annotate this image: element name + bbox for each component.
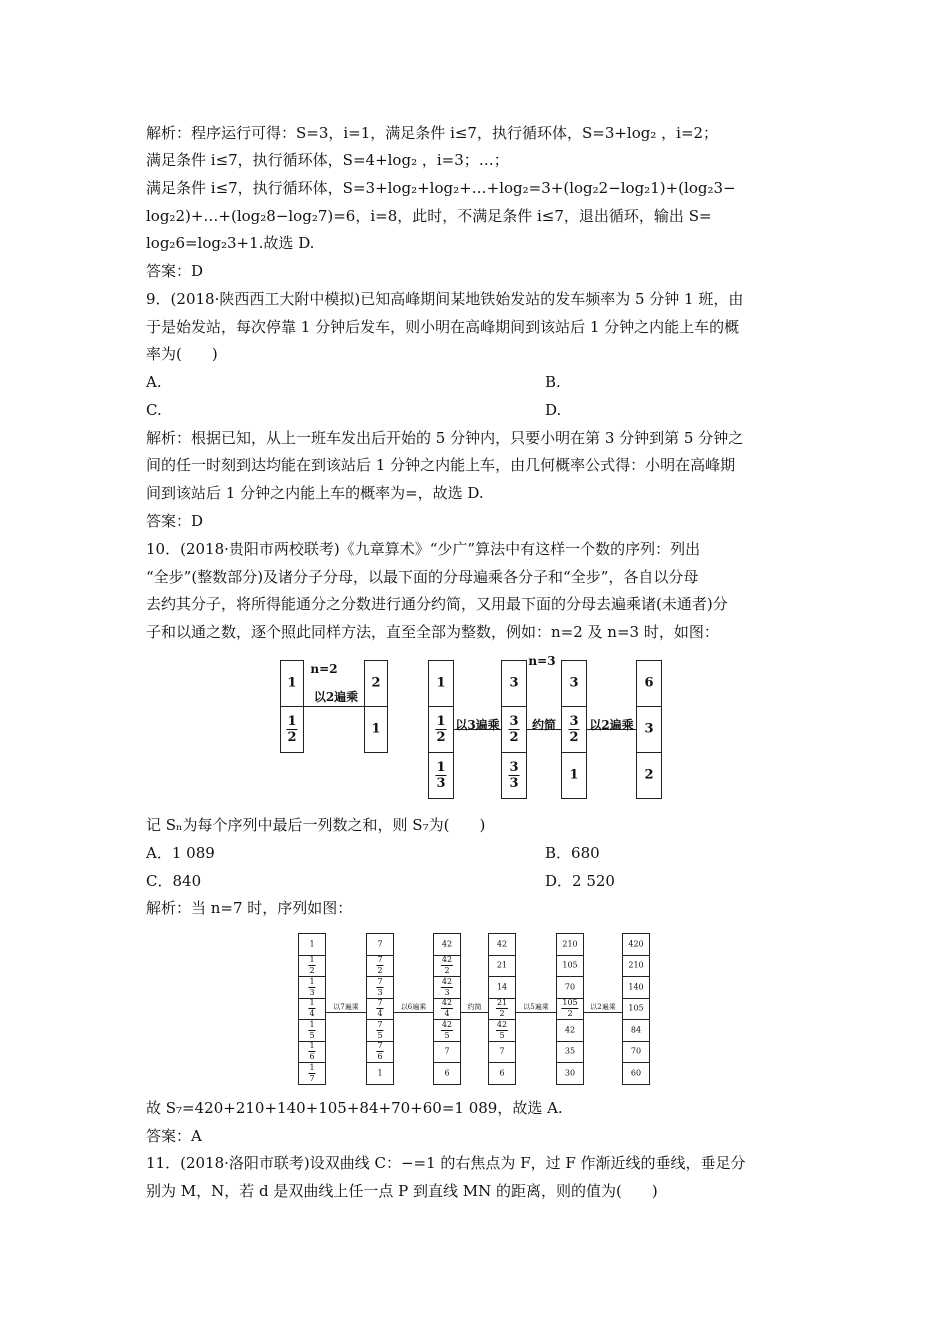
answer-line: 答案：D [146, 262, 204, 280]
sequence-value: 3 [644, 721, 654, 737]
solution-line: 解析：当 n=7 时，序列如图： [146, 899, 353, 917]
sequence-value: $\frac{7}{3}$ [377, 976, 383, 997]
question-9-line: 9．(2018·陕西西工大附中模拟)已知高峰期间某地铁始发站的发车频率为 5 分钟 1 班，由 [146, 290, 744, 308]
sequence-value: 42 [564, 1025, 576, 1035]
sequence-value: 3 [509, 675, 519, 691]
sequence-value: $\frac{42}{5}$ [496, 1019, 508, 1040]
solution-line: 故 S₇=420+210+140+105+84+70+60=1 089，故选 A. [146, 1099, 563, 1117]
solution-line: 间的任一时刻到达均能在到该站后 1 分钟之内能上车，由几何概率公式得：小明在高峰期 [146, 456, 736, 474]
sequence-value: 7 [444, 1046, 450, 1056]
sequence-value: 14 [496, 982, 508, 992]
sequence-value: 42 [496, 939, 508, 949]
text-line: 满足条件 i≤7，执行循环体，S=3+log₂+log₂+…+log₂=3+(log₂2−log₂1)+(log₂3− [146, 179, 736, 197]
sequence-value: 30 [564, 1068, 576, 1078]
sequence-value: $\frac{3}{2}$ [569, 714, 579, 745]
sequence-value: $\frac{1}{2}$ [309, 955, 315, 976]
question-10-line: 子和以通之数，逐个照此同样方法，直至全部为整数，例如：n=2 及 n=3 时，如图： [146, 623, 719, 641]
question-10-line: 去约其分子，将所得能通分之分数进行通分约简，又用最下面的分母去遍乘诸(未通者)分 [146, 595, 728, 613]
sequence-value: $\frac{42}{2}$ [441, 955, 453, 976]
sequence-value: 1 [371, 721, 381, 737]
q9-option-a: A. [146, 373, 162, 391]
connector-line [584, 1012, 622, 1013]
sequence-value: $\frac{7}{2}$ [377, 955, 383, 976]
n-value-label: n=2 [310, 662, 338, 676]
sequence-value: 6 [644, 675, 654, 691]
answer-line: 答案：D [146, 512, 204, 530]
sequence-value: $\frac{3}{2}$ [509, 714, 519, 745]
sequence-value: $\frac{3}{3}$ [509, 760, 519, 791]
connector-line [461, 1012, 488, 1013]
q9-option-c: C. [146, 401, 162, 419]
sequence-value: $\frac{1}{2}$ [287, 714, 297, 745]
sequence-value: 2 [371, 675, 381, 691]
sequence-value: $\frac{1}{2}$ [436, 714, 446, 745]
sequence-value: 42 [441, 939, 453, 949]
connector-line [326, 1012, 366, 1013]
sequence-value: $\frac{42}{5}$ [441, 1019, 453, 1040]
text-line: log₂6=log₂3+1.故选 D. [146, 234, 315, 252]
sequence-value: 7 [377, 939, 383, 949]
q9-option-d: D. [545, 401, 562, 419]
sequence-value: $\frac{7}{4}$ [377, 998, 383, 1019]
operation-label: 以6遍乘 [400, 1003, 427, 1011]
operation-label: 以7遍乘 [333, 1003, 359, 1011]
sequence-value: $\frac{7}{6}$ [377, 1041, 383, 1062]
solution-line: 间到该站后 1 分钟之内能上车的概率为=，故选 D. [146, 484, 484, 502]
sequence-value: 2 [644, 767, 654, 783]
sequence-value: $\frac{1}{6}$ [309, 1041, 315, 1062]
q10-option-b: B．680 [545, 844, 600, 862]
sequence-value: 70 [564, 982, 576, 992]
question-9-line: 率为( ) [146, 345, 218, 363]
connector-line [304, 706, 364, 707]
operation-label: 约简 [531, 718, 557, 732]
sequence-value: 70 [630, 1046, 642, 1056]
q10-option-a: A．1 089 [146, 844, 215, 862]
sequence-value: 210 [628, 960, 644, 970]
connector-line [516, 1012, 556, 1013]
sequence-value: 1 [569, 767, 579, 783]
sequence-value: 1 [377, 1068, 383, 1078]
operation-label: 约简 [467, 1003, 482, 1011]
sequence-value: 1 [436, 675, 446, 691]
sequence-value: $\frac{1}{3}$ [436, 760, 446, 791]
text-line: 满足条件 i≤7，执行循环体，S=4+log₂ ，i=3；…； [146, 151, 509, 169]
operation-label: 以2遍乘 [589, 718, 634, 732]
question-9-line: 于是始发站，每次停靠 1 分钟后发车，则小明在高峰期间到该站后 1 分钟之内能上车的概 [146, 318, 740, 336]
text-line: 解析：程序运行可得：S=3，i=1，满足条件 i≤7，执行循环体，S=3+log₂ ，i=2； [146, 124, 719, 142]
question-10-prompt: 记 Sₙ为每个序列中最后一列数之和，则 S₇为( ) [146, 816, 486, 834]
sequence-value: $\frac{7}{5}$ [377, 1019, 383, 1040]
sequence-value: 6 [499, 1068, 505, 1078]
sequence-value: 420 [628, 939, 644, 949]
text-line: log₂2)+…+(log₂8−log₂7)=6，i=8，此时，不满足条件 i≤7，退出循环，输出 S= [146, 207, 712, 225]
sequence-figure-n2-n3 [280, 652, 670, 800]
n-value-label: n=3 [528, 654, 556, 668]
q10-option-c: C．840 [146, 872, 202, 890]
sequence-value: 21 [496, 960, 508, 970]
sequence-value: 7 [499, 1046, 505, 1056]
sequence-value: 140 [628, 982, 644, 992]
q9-option-b: B. [545, 373, 561, 391]
operation-label: 以5遍乘 [523, 1003, 549, 1011]
sequence-value: $\frac{105}{2}$ [562, 998, 578, 1019]
sequence-value: $\frac{42}{3}$ [441, 976, 453, 997]
sequence-figure-n7 [298, 928, 658, 1088]
question-11-line: 11．(2018·洛阳市联考)设双曲线 C：−=1 的右焦点为 F，过 F 作渐近线的垂线，垂足分 [146, 1154, 746, 1172]
sequence-value: 6 [444, 1068, 450, 1078]
operation-label: 以2遍乘 [313, 690, 359, 704]
sequence-value: 35 [564, 1046, 576, 1056]
operation-label: 以2遍乘 [590, 1003, 616, 1011]
sequence-value: $\frac{1}{4}$ [309, 998, 315, 1019]
question-11-line: 别为 M，N，若 d 是双曲线上任一点 P 到直线 MN 的距离，则的值为( ) [146, 1182, 658, 1200]
sequence-value: 210 [562, 939, 578, 949]
sequence-value: 105 [562, 960, 578, 970]
sequence-value: 1 [287, 675, 297, 691]
sequence-value: $\frac{1}{3}$ [309, 976, 315, 997]
question-10-line: “全步”(整数部分)及诸分子分母，以最下面的分母遍乘各分子和“全步”，各自以分母 [146, 568, 699, 586]
connector-line [394, 1012, 433, 1013]
question-10-line: 10．(2018·贵阳市两校联考)《九章算术》“少广”算法中有这样一个数的序列：列出 [146, 540, 701, 558]
sequence-value: $\frac{1}{5}$ [309, 1019, 315, 1040]
sequence-value: 105 [628, 1003, 644, 1013]
sequence-value: $\frac{21}{2}$ [496, 998, 508, 1019]
solution-line: 解析：根据已知，从上一班车发出后开始的 5 分钟内，只要小明在第 3 分钟到第 5 分钟之 [146, 429, 744, 447]
operation-label: 以3遍乘 [455, 718, 500, 732]
sequence-value: $\frac{1}{7}$ [309, 1062, 315, 1083]
sequence-value: 60 [630, 1068, 642, 1078]
sequence-value: $\frac{42}{4}$ [441, 998, 453, 1019]
sequence-value: 1 [309, 939, 315, 949]
sequence-value: 84 [630, 1025, 642, 1035]
q10-option-d: D．2 520 [545, 872, 615, 890]
sequence-value: 3 [569, 675, 579, 691]
answer-line: 答案：A [146, 1127, 202, 1145]
